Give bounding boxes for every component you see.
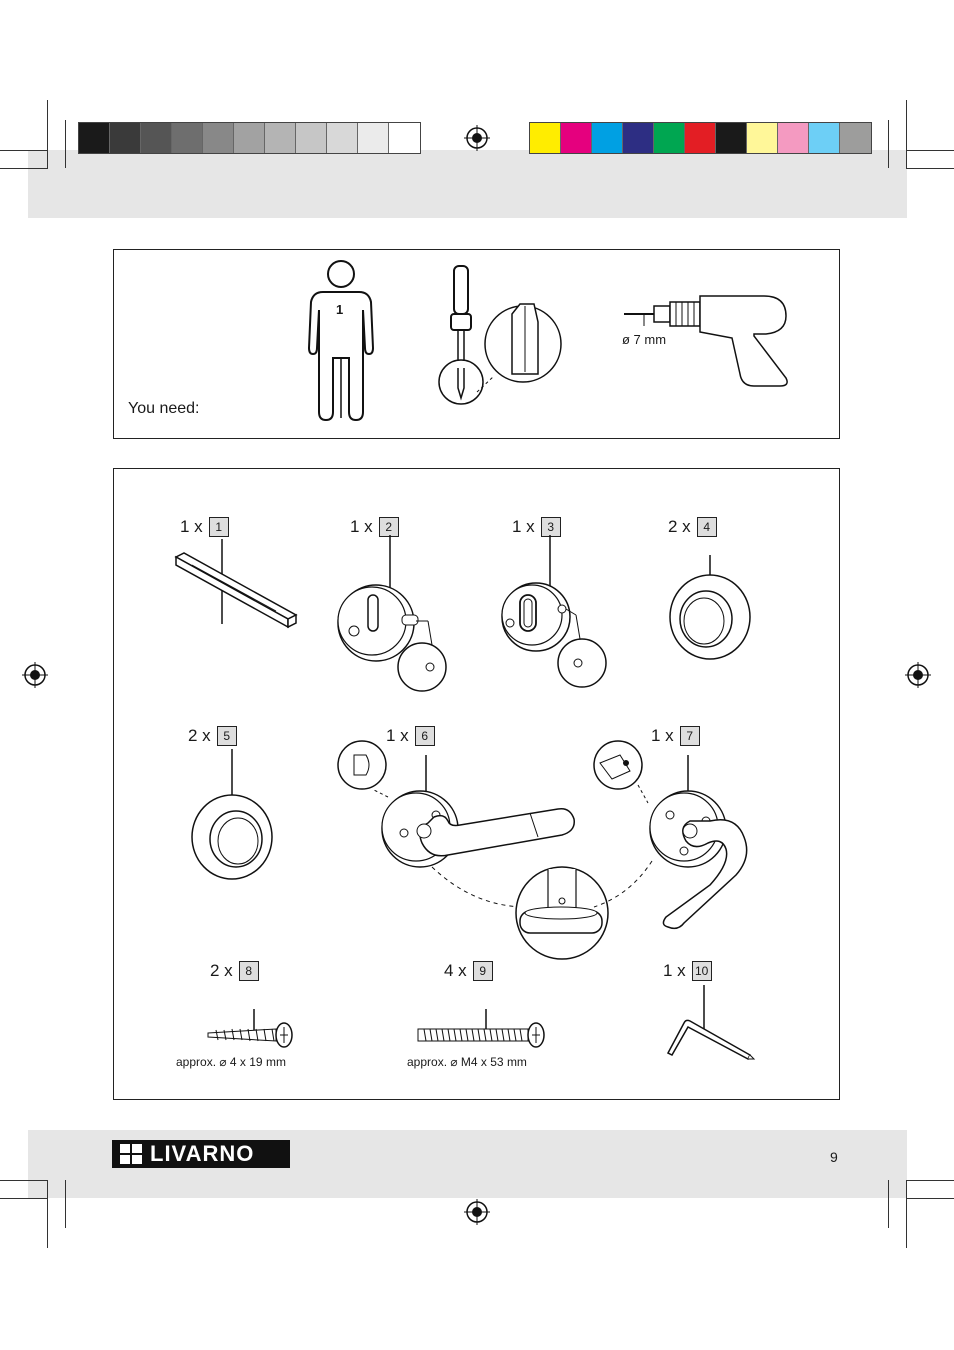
calibration-swatch: [172, 123, 203, 153]
part-5-label: 2 x 5: [188, 726, 237, 746]
crop-mark: [65, 120, 66, 168]
crop-mark: [47, 1180, 48, 1248]
page-number: 9: [830, 1149, 838, 1165]
calibration-swatch: [79, 123, 110, 153]
crop-mark: [0, 168, 48, 169]
calibration-swatch: [141, 123, 172, 153]
crop-mark: [65, 1180, 66, 1228]
part-10-label: 1 x 10: [663, 961, 712, 981]
short-screw-icon: [206, 1009, 306, 1049]
part-number-box: 1: [209, 517, 229, 537]
calibration-swatch: [234, 123, 265, 153]
crop-mark: [906, 1180, 907, 1248]
crop-mark: [906, 1198, 954, 1199]
part-number-box: 10: [692, 961, 712, 981]
registration-mark-icon: [464, 1199, 490, 1225]
part-number-box: 3: [541, 517, 561, 537]
calibration-swatch: [840, 123, 871, 153]
part-4-label: 2 x 4: [668, 517, 717, 537]
hex-key-icon: [662, 985, 762, 1065]
you-need-label: You need:: [128, 400, 200, 417]
calibration-swatch: [623, 123, 654, 153]
part-8-label: 2 x 8: [210, 961, 259, 981]
screw-9-caption: approx. ⌀ M4 x 53 mm: [407, 1055, 527, 1069]
calibration-swatch: [389, 123, 420, 153]
slot-rosette-icon: [486, 535, 616, 685]
calibration-swatch: [110, 123, 141, 153]
parts-list-panel: [113, 468, 840, 1100]
calibration-swatch: [654, 123, 685, 153]
crop-mark: [906, 100, 907, 168]
crop-mark: [0, 1198, 48, 1199]
spacer-ring-icon: [186, 749, 286, 879]
door-handle-right-icon: [590, 735, 770, 935]
person-icon: [309, 258, 389, 428]
registration-mark-icon: [22, 662, 48, 688]
part-6-label: 1 x 6: [386, 726, 435, 746]
screw-8-caption: approx. ⌀ 4 x 19 mm: [176, 1055, 286, 1069]
part-9-label: 4 x 9: [444, 961, 493, 981]
part-2-label: 1 x 2: [350, 517, 399, 537]
crop-mark: [888, 120, 889, 168]
part-1-label: 1 x 1: [180, 517, 229, 537]
drill-size-label: ø 7 mm: [622, 332, 667, 347]
spacer-ring-icon: [660, 555, 760, 665]
crop-mark: [906, 1180, 954, 1181]
calibration-swatch: [358, 123, 389, 153]
gray-calibration-bar: [78, 122, 421, 154]
registration-mark-icon: [464, 125, 490, 151]
part-number-box: 5: [217, 726, 237, 746]
door-handle-left-icon: [332, 735, 612, 995]
long-screw-icon: [416, 1009, 556, 1049]
part-7-label: 1 x 7: [651, 726, 700, 746]
calibration-swatch: [778, 123, 809, 153]
part-number-box: 2: [379, 517, 399, 537]
part-3-label: 1 x 3: [512, 517, 561, 537]
square-spindle-icon: [172, 529, 312, 619]
calibration-swatch: [685, 123, 716, 153]
screwdriver-icon: [434, 264, 574, 414]
part-number-box: 4: [697, 517, 717, 537]
part-number-box: 6: [415, 726, 435, 746]
calibration-swatch: [327, 123, 358, 153]
calibration-swatch: [265, 123, 296, 153]
color-calibration-bar: [529, 122, 872, 154]
calibration-swatch: [747, 123, 778, 153]
registration-mark-icon: [905, 662, 931, 688]
crop-mark: [888, 1180, 889, 1228]
crop-mark: [0, 1180, 48, 1181]
crop-mark: [906, 168, 954, 169]
calibration-swatch: [561, 123, 592, 153]
calibration-swatch: [296, 123, 327, 153]
calibration-swatch: [592, 123, 623, 153]
tools-needed-panel: [113, 249, 840, 439]
part-number-box: 7: [680, 726, 700, 746]
calibration-swatch: [203, 123, 234, 153]
calibration-swatch: [809, 123, 840, 153]
person-count: 1: [336, 302, 344, 317]
calibration-swatch: [530, 123, 561, 153]
crop-mark: [0, 150, 48, 151]
part-number-box: 8: [239, 961, 259, 981]
header-band: [28, 150, 907, 218]
key-rosette-icon: [332, 535, 462, 685]
brand-logo: LIVARNO: [112, 1140, 290, 1168]
part-number-box: 9: [473, 961, 493, 981]
crop-mark: [47, 100, 48, 168]
brand-mark-icon: [120, 1144, 142, 1164]
crop-mark: [906, 150, 954, 151]
calibration-swatch: [716, 123, 747, 153]
